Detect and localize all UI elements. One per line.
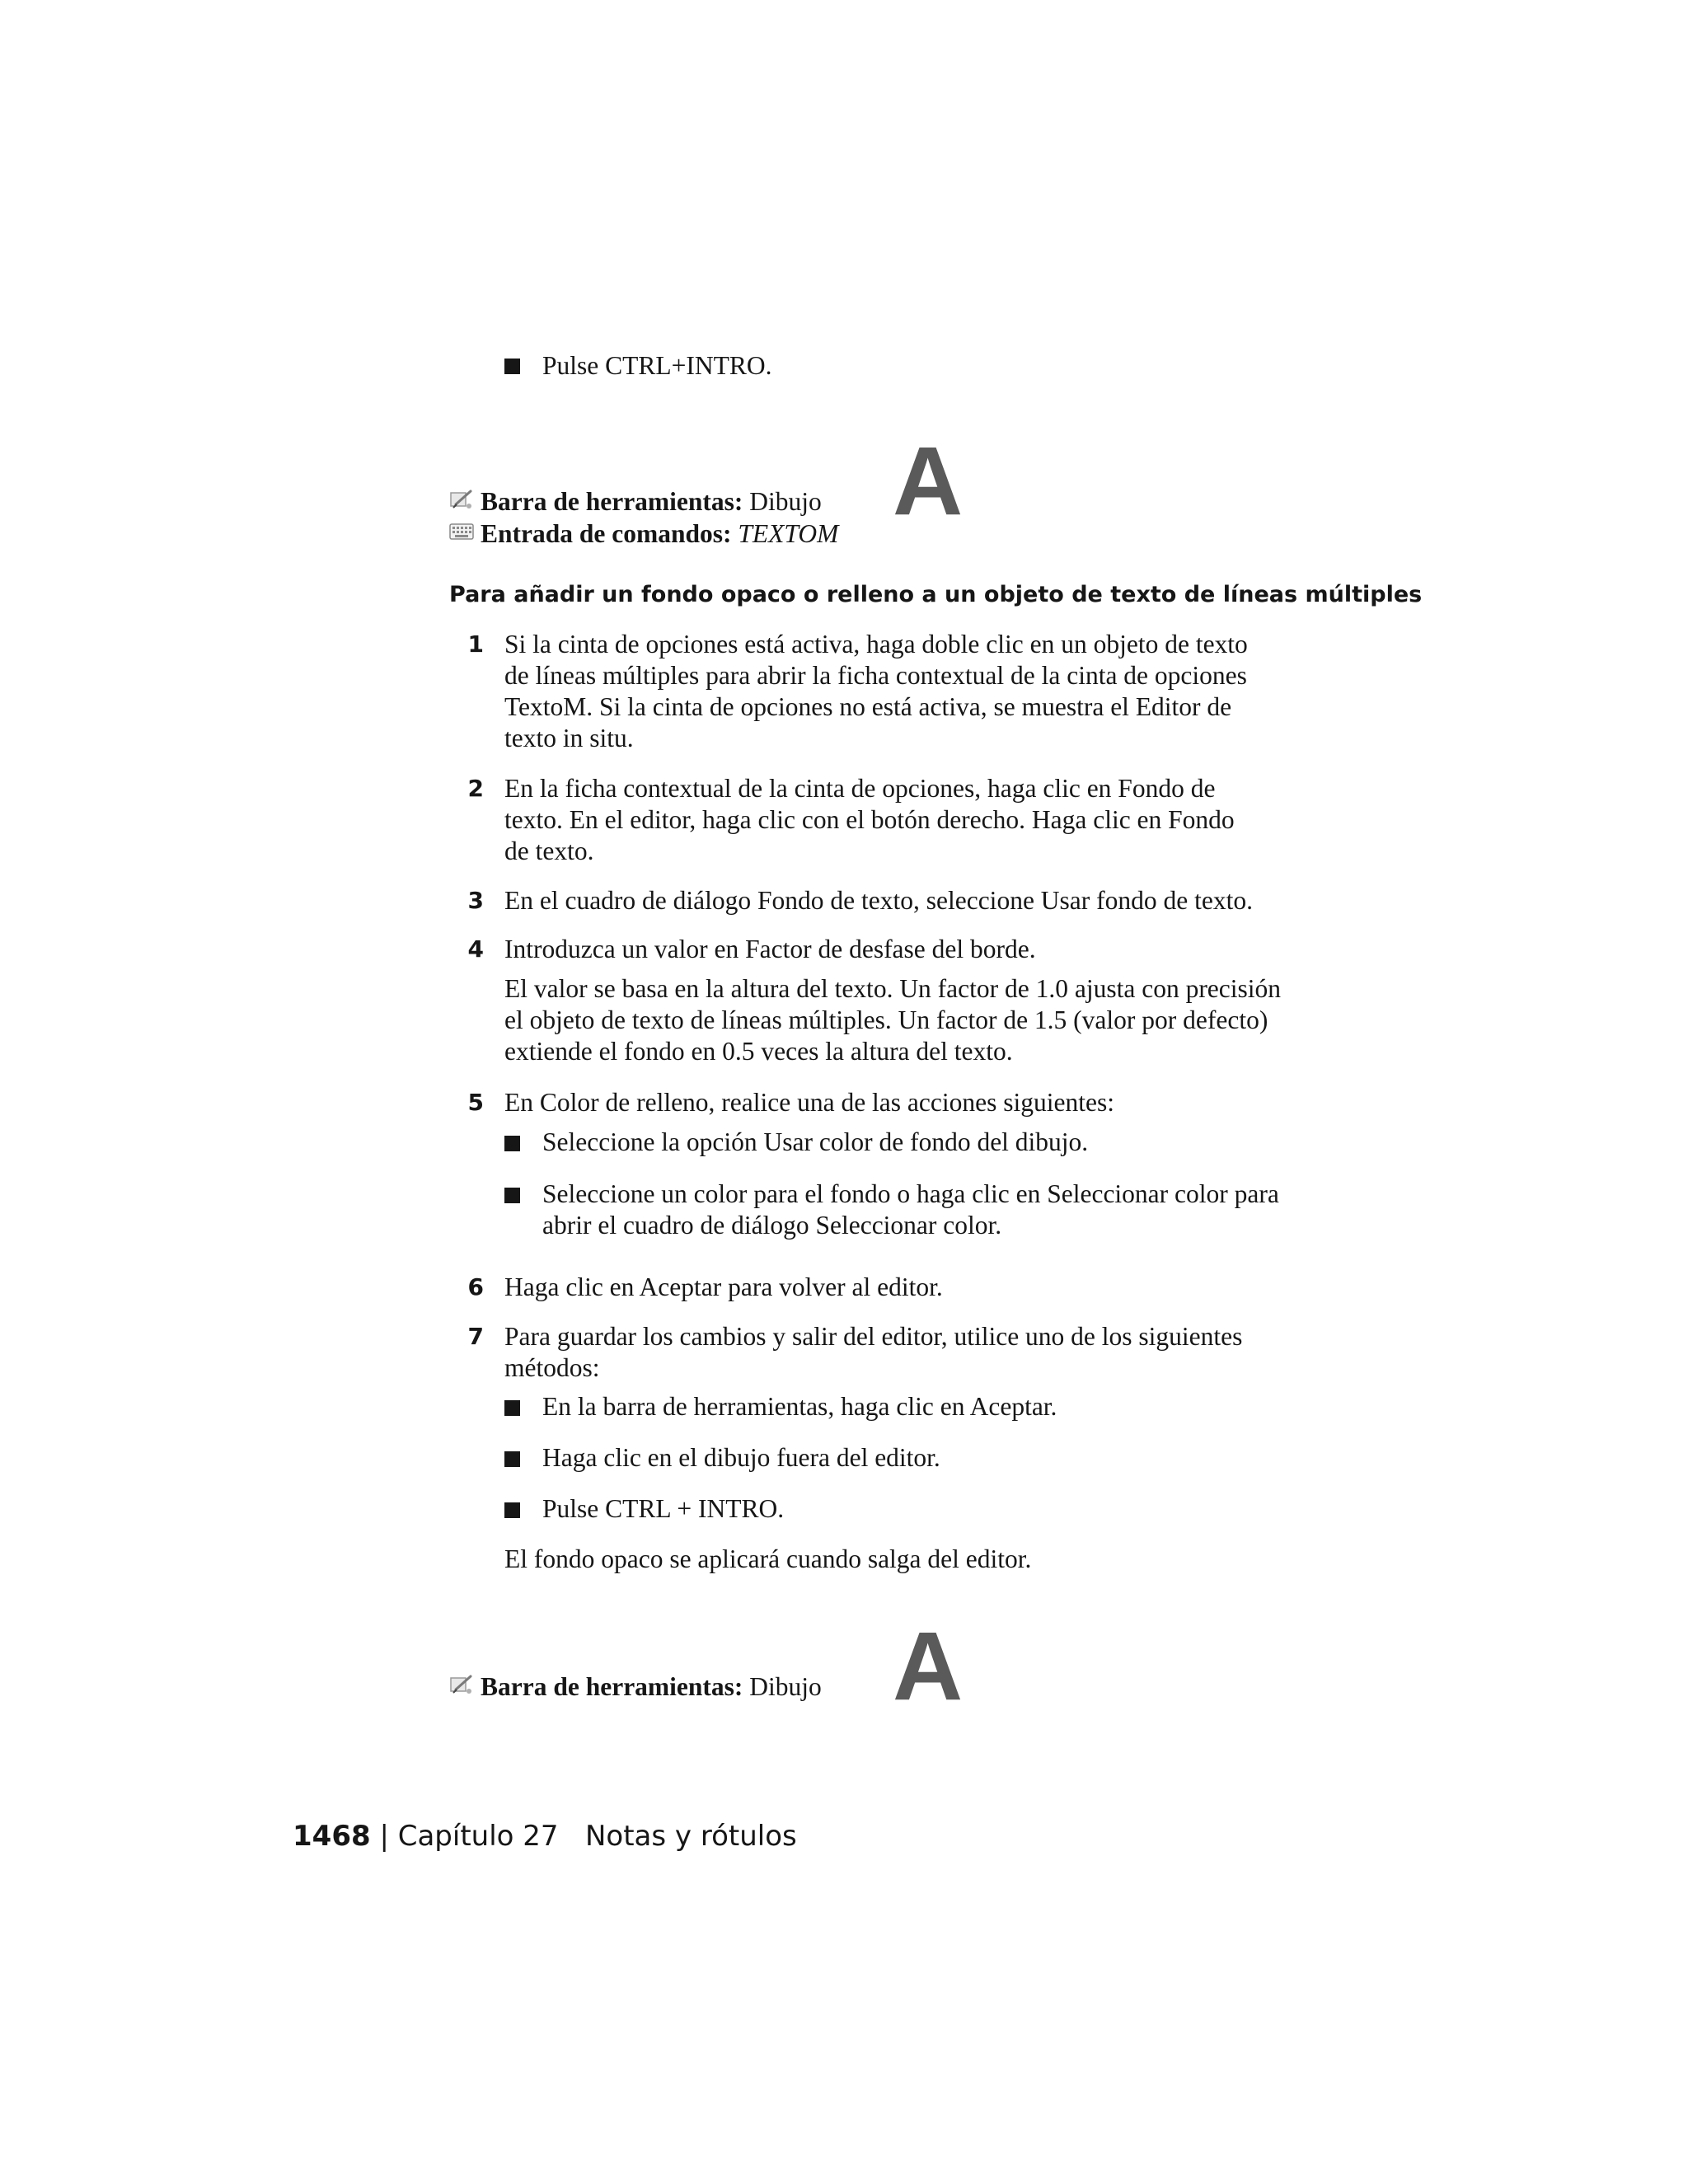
step-text-line: Para guardar los cambios y salir del editor, utilice uno de los siguientes <box>504 1322 1243 1351</box>
bullet-square <box>504 359 520 374</box>
step-number: 4 <box>467 935 484 963</box>
chapter-label: Capítulo 27 <box>397 1820 559 1853</box>
bullet-square <box>504 1451 520 1467</box>
step-text-line: texto. En el editor, haga clic con el botón derecho. Haga clic en Fondo <box>504 805 1235 834</box>
bullet-square <box>504 1400 520 1416</box>
step-note-line: el objeto de texto de líneas múltiples. Un factor de 1.5 (valor por defecto) <box>504 1005 1268 1034</box>
step-note-line: El valor se basa en la altura del texto. Un factor de 1.0 ajusta con precisión <box>504 974 1282 1003</box>
chapter-title: Notas y rótulos <box>584 1820 797 1853</box>
step-number: 2 <box>467 775 484 802</box>
step-number: 5 <box>467 1089 484 1116</box>
bullet-square <box>504 1136 520 1151</box>
procedure-heading: Para añadir un fondo opaco o relleno a un objeto de texto de líneas múltiples <box>449 582 1423 607</box>
step-text-line: En Color de relleno, realice una de las acciones siguientes: <box>504 1088 1114 1117</box>
toolbar-reference <box>481 1671 822 1704</box>
step-number: 6 <box>467 1273 484 1301</box>
footer-separator: | <box>379 1820 389 1853</box>
bullet-square <box>504 1502 520 1518</box>
page-number: 1468 <box>293 1820 371 1853</box>
step-text-line: métodos: <box>504 1353 600 1382</box>
bullet-text-line: abrir el cuadro de diálogo Seleccionar color. <box>542 1211 1002 1240</box>
command-value: TEXTOM <box>738 519 839 548</box>
top-bullet-text: Pulse CTRL+INTRO. <box>542 351 772 380</box>
step-text-line: texto in situ. <box>504 724 634 752</box>
step-text-line: de texto. <box>504 837 594 865</box>
step-text-line: Introduzca un valor en Factor de desfase del borde. <box>504 935 1036 963</box>
text-tool-icon: A <box>893 1612 964 1721</box>
bullet-text-line: En la barra de herramientas, haga clic en Aceptar. <box>542 1392 1057 1421</box>
step-text-line: Si la cinta de opciones está activa, haga doble clic en un objeto de texto <box>504 630 1248 658</box>
toolbar-reference <box>481 485 822 518</box>
bullet-text-line: Pulse CTRL + INTRO. <box>542 1494 785 1523</box>
text-tool-icon: A <box>893 427 964 536</box>
step-number: 3 <box>467 887 484 914</box>
toolbar-value: Dibujo <box>749 1672 822 1701</box>
toolbar-icon <box>449 488 474 515</box>
toolbar-label: Barra de herramientas: <box>481 1672 743 1701</box>
toolbar-label: Barra de herramientas: <box>481 487 743 516</box>
step-number: 7 <box>467 1323 484 1350</box>
toolbar-value: Dibujo <box>749 487 822 516</box>
keyboard-icon <box>449 523 474 545</box>
step-text-line: de líneas múltiples para abrir la ficha contextual de la cinta de opciones <box>504 661 1247 690</box>
command-reference <box>481 518 838 551</box>
toolbar-icon <box>449 1673 474 1700</box>
step-text-line: En la ficha contextual de la cinta de opciones, haga clic en Fondo de <box>504 774 1216 803</box>
bullet-square <box>504 1188 520 1203</box>
step-text-line: Haga clic en Aceptar para volver al editor. <box>504 1272 943 1301</box>
command-label: Entrada de comandos: <box>481 519 732 548</box>
step-text-line: TextoM. Si la cinta de opciones no está activa, se muestra el Editor de <box>504 692 1232 721</box>
step-number: 1 <box>467 630 484 658</box>
step-text-line: En el cuadro de diálogo Fondo de texto, seleccione Usar fondo de texto. <box>504 886 1253 915</box>
step-after-text: El fondo opaco se aplicará cuando salga del editor. <box>504 1544 1032 1573</box>
bullet-text-line: Seleccione un color para el fondo o haga clic en Seleccionar color para <box>542 1179 1279 1208</box>
page-footer <box>293 1818 797 1854</box>
bullet-text-line: Seleccione la opción Usar color de fondo del dibujo. <box>542 1127 1089 1156</box>
bullet-text-line: Haga clic en el dibujo fuera del editor. <box>542 1443 940 1472</box>
step-note-line: extiende el fondo en 0.5 veces la altura del texto. <box>504 1037 1013 1066</box>
